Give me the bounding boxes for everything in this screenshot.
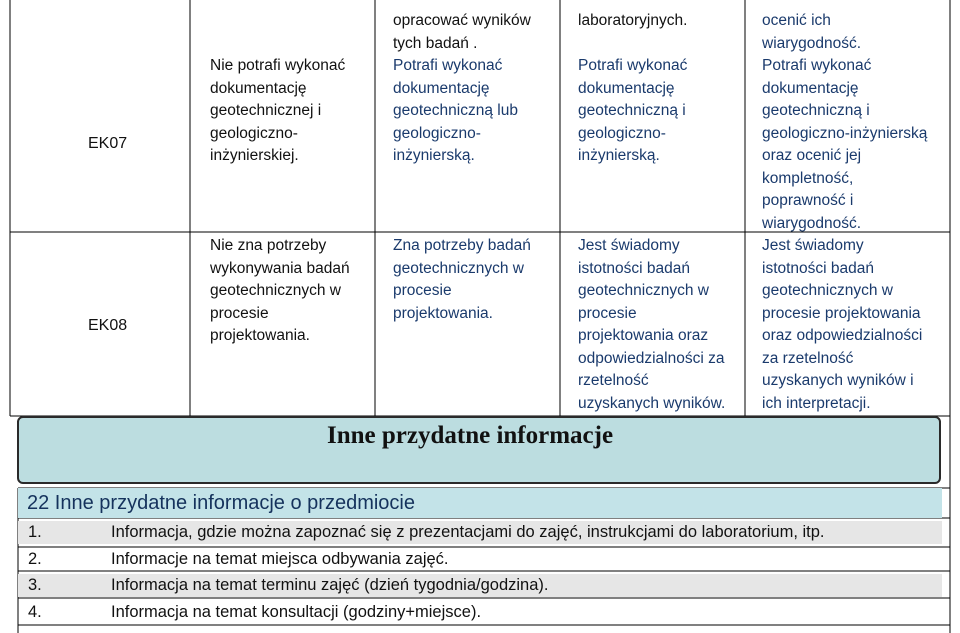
list-item <box>18 574 942 597</box>
ek07-grade3-text: Potrafi wykonać dokumentację geotechniczną lub geologiczno- inżynierską. <box>393 57 518 164</box>
list-item-text: Informacja, gdzie można zapoznać się z prezentacjami do zajęć, instrukcjami do laboratorium, itp. <box>111 523 825 541</box>
row-code-ek08: EK08 <box>88 317 128 334</box>
ek08-grade4-text: Jest świadomy istotności badań geotechnicznych w procesie projektowania oraz odpowiedzialności za rzetelność uzyskanych wyników. <box>578 237 726 412</box>
list-item <box>18 548 942 571</box>
list-item-text: Informacje na temat miejsca odbywania zajęć. <box>111 550 449 568</box>
ek07-grade2-text: Nie potrafi wykonać dokumentację geotechnicznej i geologiczno- inżynierskiej. <box>210 57 346 164</box>
ek07-grade3-cont: opracować wyników tych badań . <box>393 12 531 52</box>
list-item-number: 4. <box>28 603 42 621</box>
ek07-grade4-text: Potrafi wykonać dokumentację geotechniczną i geologiczno- inżynierską. <box>578 57 688 164</box>
ek07-grade5-text: Potrafi wykonać dokumentację geotechniczną i geologiczno-inżynierską oraz ocenić jej kompletność, poprawność i wiarygodność. <box>762 57 928 232</box>
ek07-grade5-cont: ocenić ich wiarygodność. <box>762 12 862 52</box>
ek08-grade5-text: Jest świadomy istotności badań geotechnicznych w procesie projektowania oraz odpowiedzialności za rzetelność uzyskanych wyników i ich interpretacji. <box>762 237 923 412</box>
ek08-grade3-text: Zna potrzeby badań geotechnicznych w procesie projektowania. <box>393 237 531 322</box>
banner-title: Inne przydatne informacje <box>327 422 614 449</box>
row-code-ek07: EK07 <box>88 135 128 152</box>
list-item-number: 1. <box>28 523 42 541</box>
section-heading: 22 Inne przydatne informacje o przedmiocie <box>18 488 942 518</box>
ek08-grade2-text: Nie zna potrzeby wykonywania badań geotechnicznych w procesie projektowania. <box>210 237 350 344</box>
ek07-grade4-cont: laboratoryjnych. <box>578 12 688 29</box>
list-item <box>18 521 942 544</box>
list-item-text: Informacja na temat konsultacji (godziny+miejsce). <box>111 603 482 621</box>
list-item-number: 3. <box>28 576 42 594</box>
list-item-text: Informacja na temat terminu zajęć (dzień tygodnia/godzina). <box>111 576 549 594</box>
list-item <box>18 601 942 624</box>
list-item-number: 2. <box>28 550 42 568</box>
